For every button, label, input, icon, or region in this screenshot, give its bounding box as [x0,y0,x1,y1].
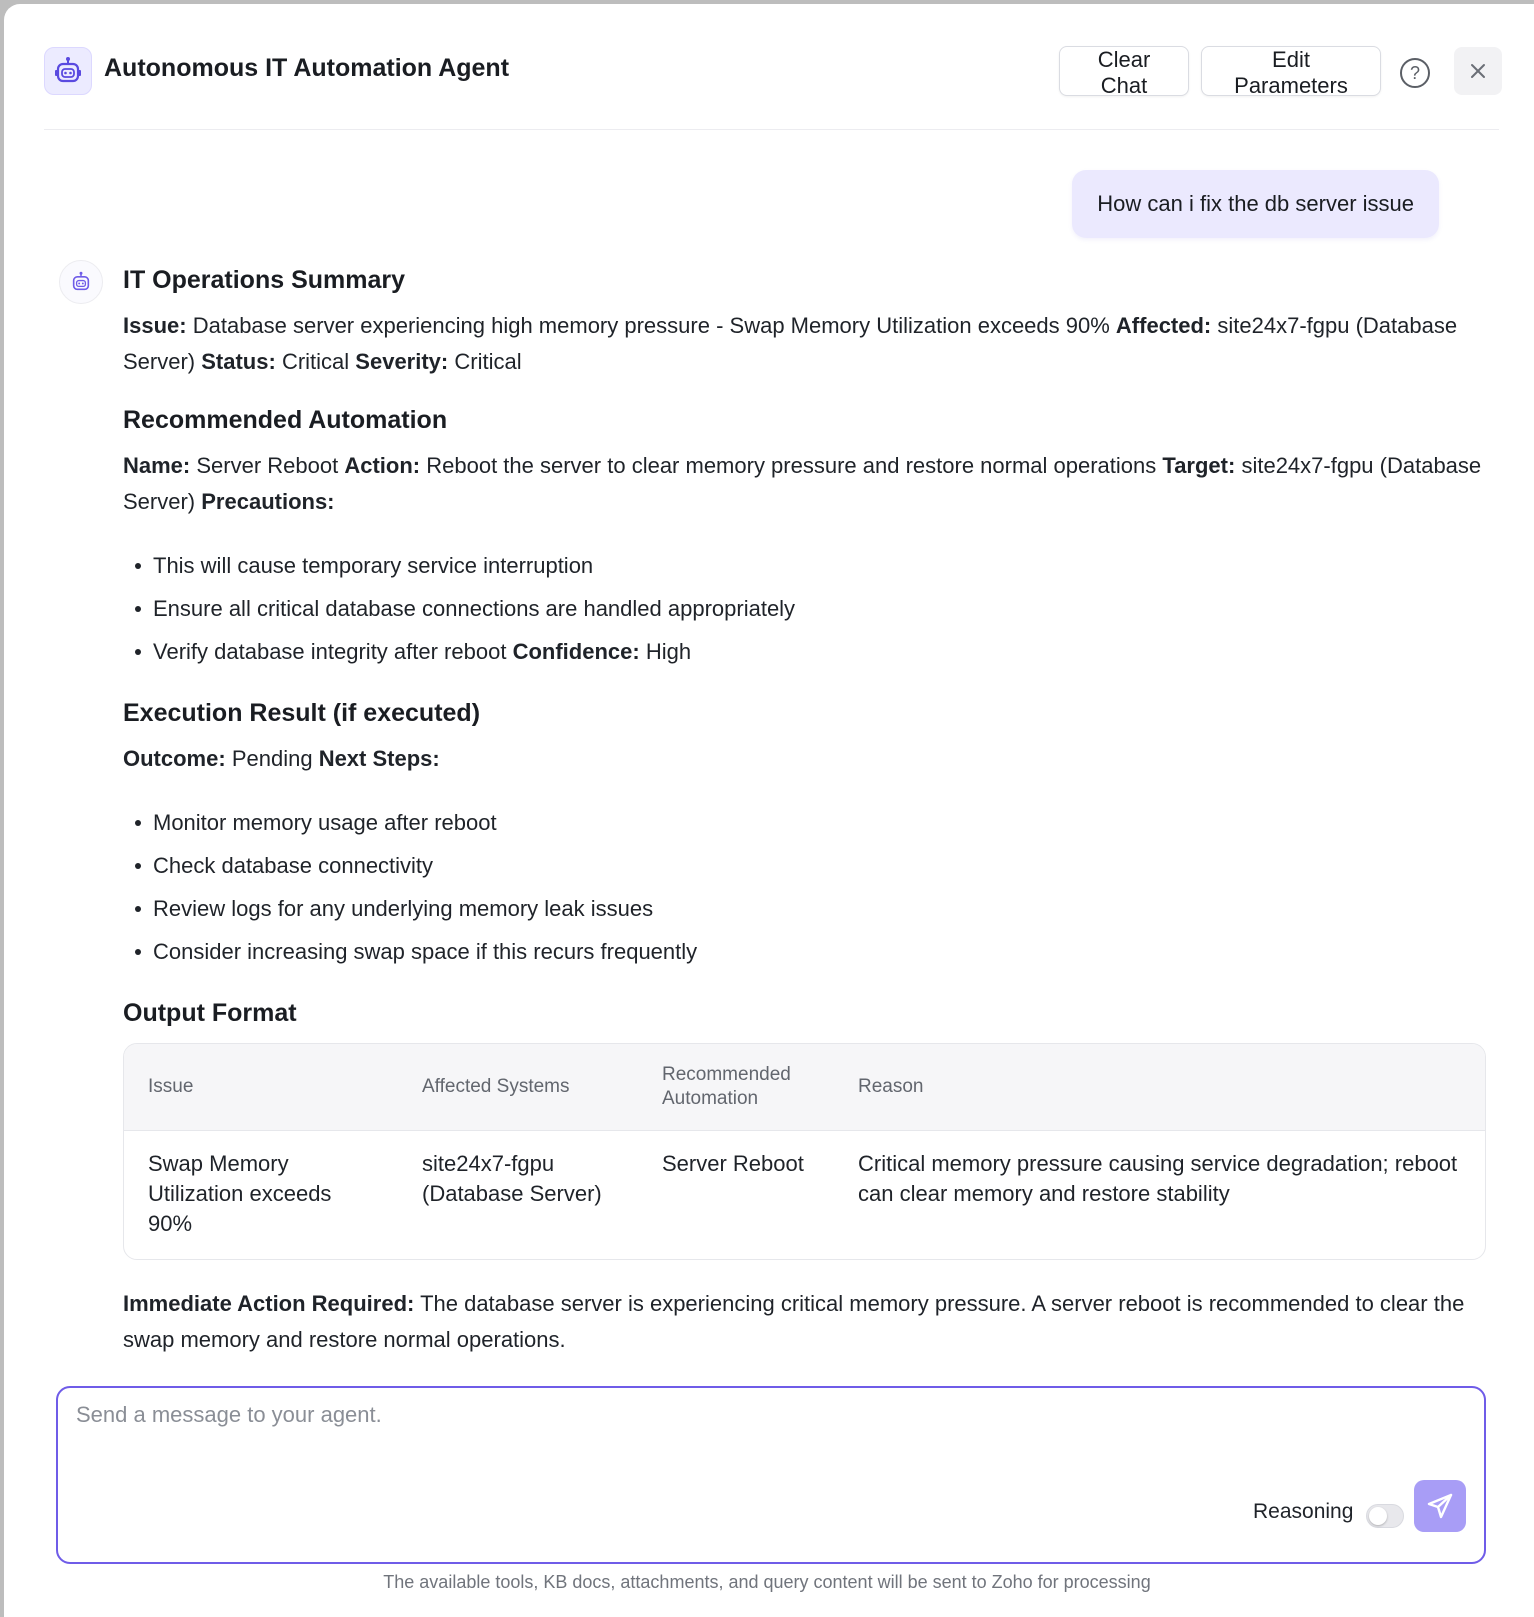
precautions-list [123,544,1493,673]
affected-label: Affected: [1115,313,1212,338]
message-input[interactable] [76,1402,1456,1482]
list-item [123,630,1493,673]
immediate-action-paragraph [123,1286,1493,1358]
next-steps-label: Next Steps: [318,746,440,771]
severity-value: Critical [454,349,522,374]
immediate-action-label: Immediate Action Required: [123,1290,415,1316]
status-label: Status: [201,349,276,374]
confidence-value: High [645,639,692,664]
close-button[interactable] [1454,47,1502,95]
precaution-text: Verify database integrity after reboot [153,639,507,664]
agent-chat-dialog [4,4,1534,1617]
disclaimer-text: The available tools, KB docs, attachments, and query content will be sent to Zoho for processing [383,1572,1151,1592]
immediate-action-text: The database server is experiencing critical memory pressure. A server reboot is recommended to clear the swap memory and restore normal operations. [123,1290,1465,1352]
automation-paragraph [123,448,1493,520]
target-value: site24x7-fgpu (Database Server) [123,453,1482,514]
reasoning-toggle[interactable] [1366,1504,1404,1528]
issue-label: Issue: [123,313,187,338]
column-header: Recommended Automation [638,1044,834,1130]
table-cell: Critical memory pressure causing service degradation; reboot can clear memory and restore stability [834,1130,1485,1259]
column-header: Reason [834,1044,1485,1130]
message-composer [56,1386,1486,1564]
table-header-row [124,1044,1485,1130]
robot-icon [44,47,92,95]
outcome-label: Outcome: [123,746,226,771]
column-header: Affected Systems [398,1044,638,1130]
toggle-knob [1369,1507,1387,1525]
issue-value: Database server experiencing high memory pressure - Swap Memory Utilization exceeds 90% [192,313,1110,338]
bot-avatar [59,260,103,304]
edit-parameters-button[interactable]: Edit Parameters [1201,46,1381,96]
agent-response [123,262,1493,1358]
automation-heading: Recommended Automation [123,406,448,434]
send-icon [1426,1492,1454,1520]
action-value: Reboot the server to clear memory pressure and restore normal operations [426,453,1157,478]
execution-heading: Execution Result (if executed) [123,699,481,727]
list-item: This will cause temporary service interruption [123,544,1493,587]
target-label: Target: [1162,453,1236,478]
table-row [124,1130,1485,1259]
send-button[interactable] [1414,1480,1466,1532]
table-cell: Swap Memory Utilization exceeds 90% [124,1130,398,1259]
dialog-header [44,44,1499,130]
reasoning-label: Reasoning [1253,1500,1354,1523]
outcome-value: Pending [231,746,313,771]
table-cell: site24x7-fgpu (Database Server) [398,1130,638,1259]
clear-chat-button[interactable]: Clear Chat [1059,46,1189,96]
execution-paragraph [123,741,1493,777]
output-format-heading: Output Format [123,999,297,1027]
next-steps-list [123,801,1493,973]
list-item: Monitor memory usage after reboot [123,801,1493,844]
close-icon [1469,62,1487,80]
list-item: Check database connectivity [123,844,1493,887]
column-header: Issue [124,1044,398,1130]
action-label: Action: [344,453,421,478]
name-value: Server Reboot [196,453,339,478]
severity-label: Severity: [355,349,449,374]
list-item: Consider increasing swap space if this recurs frequently [123,930,1493,973]
list-item: Review logs for any underlying memory leak issues [123,887,1493,930]
help-icon[interactable]: ? [1400,58,1430,88]
status-value: Critical [281,349,350,374]
precautions-label: Precautions: [201,489,335,514]
output-table [123,1043,1486,1260]
robot-icon [70,271,92,293]
user-message: How can i fix the db server issue [1072,170,1439,238]
confidence-label: Confidence: [512,639,640,664]
list-item: Ensure all critical database connections are handled appropriately [123,587,1493,630]
table-cell: Server Reboot [638,1130,834,1259]
agent-title: Autonomous IT Automation Agent [104,54,510,82]
name-label: Name: [123,453,191,478]
summary-paragraph [123,308,1493,380]
summary-heading: IT Operations Summary [123,266,406,294]
affected-value: site24x7-fgpu (Database Server) [123,313,1458,374]
